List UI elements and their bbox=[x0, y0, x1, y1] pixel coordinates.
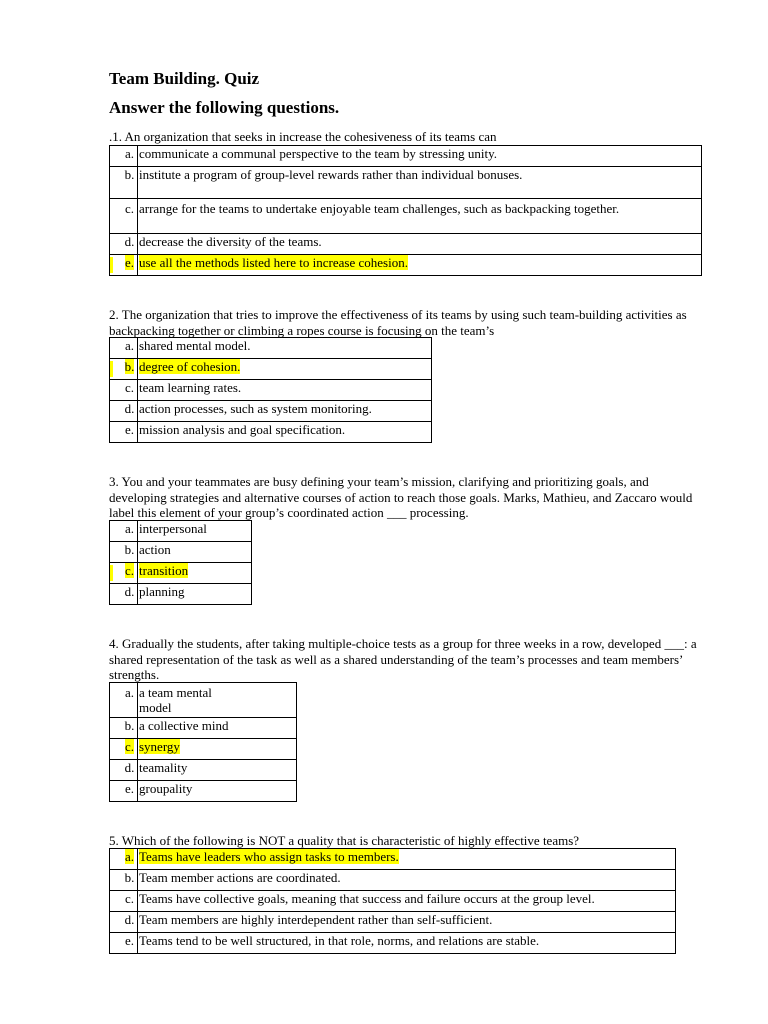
question-3-options bbox=[109, 520, 252, 605]
option-text: team learning rates. bbox=[138, 380, 432, 401]
question-4-text: 4. Gradually the students, after taking multiple-choice tests as a group for three weeks in a row, developed ___: a shared representation of the task as well as a shared understanding of the team’s processes and team members’ strengths. bbox=[109, 636, 697, 682]
option-text: Teams tend to be well structured, in that role, norms, and relations are stable. bbox=[138, 933, 676, 954]
option-text: decrease the diversity of the teams. bbox=[138, 234, 702, 255]
option-row[interactable] bbox=[110, 584, 252, 605]
question-3-text: 3. You and your teammates are busy defining your team’s mission, clarifying and prioritizing goals, and developing strategies and alternative courses of action to reach those goals. Marks, Mathieu, and Zaccaro would label this element of your group’s coordinated action ___ processing. bbox=[109, 474, 693, 520]
option-row[interactable] bbox=[110, 146, 702, 167]
option-row-correct[interactable] bbox=[110, 255, 702, 276]
option-text: Teams have collective goals, meaning that success and failure occurs at the group level. bbox=[138, 891, 676, 912]
option-text: Team member actions are coordinated. bbox=[138, 870, 676, 891]
option-text: synergy bbox=[138, 739, 297, 760]
option-letter: a. bbox=[110, 338, 138, 359]
highlight-marker bbox=[110, 361, 113, 377]
quiz-subtitle: Answer the following questions. bbox=[109, 98, 340, 117]
option-row-correct[interactable] bbox=[110, 739, 297, 760]
option-row-correct[interactable] bbox=[110, 849, 676, 870]
option-letter: c. bbox=[110, 891, 138, 912]
option-letter: d. bbox=[110, 912, 138, 933]
option-text: use all the methods listed here to increase cohesion. bbox=[138, 255, 702, 276]
option-letter: a. bbox=[110, 849, 138, 870]
option-row[interactable] bbox=[110, 521, 252, 542]
option-text: communicate a communal perspective to the team by stressing unity. bbox=[138, 146, 702, 167]
option-text: a collective mind bbox=[138, 718, 297, 739]
question-5-text: 5. Which of the following is NOT a quality that is characteristic of highly effective teams? bbox=[109, 833, 580, 848]
option-letter: d. bbox=[110, 401, 138, 422]
option-row[interactable] bbox=[110, 542, 252, 563]
highlight-marker bbox=[110, 565, 113, 581]
option-text: teamality bbox=[138, 760, 297, 781]
option-letter: b. bbox=[110, 359, 138, 380]
option-row[interactable] bbox=[110, 199, 702, 234]
option-row[interactable] bbox=[110, 781, 297, 802]
option-text: action processes, such as system monitoring. bbox=[138, 401, 432, 422]
option-text: institute a program of group-level rewards rather than individual bonuses. bbox=[138, 167, 702, 199]
option-row[interactable] bbox=[110, 380, 432, 401]
option-text: groupality bbox=[138, 781, 297, 802]
option-row[interactable] bbox=[110, 401, 432, 422]
option-letter: e. bbox=[110, 255, 138, 276]
option-letter: c. bbox=[110, 739, 138, 760]
question-1-options bbox=[109, 145, 702, 276]
option-row[interactable] bbox=[110, 422, 432, 443]
option-text: action bbox=[138, 542, 252, 563]
option-row[interactable] bbox=[110, 760, 297, 781]
option-row[interactable] bbox=[110, 683, 297, 718]
option-letter: e. bbox=[110, 422, 138, 443]
option-letter: a. bbox=[110, 683, 138, 718]
option-row[interactable] bbox=[110, 933, 676, 954]
option-text: interpersonal bbox=[138, 521, 252, 542]
question-4-options bbox=[109, 682, 297, 802]
option-row-correct[interactable] bbox=[110, 359, 432, 380]
highlight-marker bbox=[110, 257, 113, 273]
option-text: planning bbox=[138, 584, 252, 605]
option-letter: b. bbox=[110, 167, 138, 199]
option-row[interactable] bbox=[110, 870, 676, 891]
option-text: shared mental model. bbox=[138, 338, 432, 359]
option-row[interactable] bbox=[110, 167, 702, 199]
option-text: arrange for the teams to undertake enjoyable team challenges, such as backpacking together. bbox=[138, 199, 702, 234]
option-text: transition bbox=[138, 563, 252, 584]
option-letter: d. bbox=[110, 760, 138, 781]
option-letter: d. bbox=[110, 234, 138, 255]
quiz-title: Team Building. Quiz bbox=[109, 69, 260, 88]
option-text: a team mental model bbox=[138, 683, 297, 718]
option-letter: d. bbox=[110, 584, 138, 605]
option-text: degree of cohesion. bbox=[138, 359, 432, 380]
option-text: Team members are highly interdependent rather than self-sufficient. bbox=[138, 912, 676, 933]
option-row[interactable] bbox=[110, 338, 432, 359]
option-text: Teams have leaders who assign tasks to members. bbox=[138, 849, 676, 870]
option-row[interactable] bbox=[110, 891, 676, 912]
option-row[interactable] bbox=[110, 234, 702, 255]
option-letter: e. bbox=[110, 933, 138, 954]
question-5-options bbox=[109, 848, 676, 954]
option-row-correct[interactable] bbox=[110, 563, 252, 584]
option-row[interactable] bbox=[110, 718, 297, 739]
option-letter: c. bbox=[110, 199, 138, 234]
option-letter: b. bbox=[110, 718, 138, 739]
option-letter: a. bbox=[110, 146, 138, 167]
option-letter: b. bbox=[110, 870, 138, 891]
option-letter: c. bbox=[110, 563, 138, 584]
question-2-text: 2. The organization that tries to improve the effectiveness of its teams by using such team-building activities as backpacking together or climbing a ropes course is focusing on the team’s bbox=[109, 307, 687, 338]
option-letter: c. bbox=[110, 380, 138, 401]
option-letter: a. bbox=[110, 521, 138, 542]
option-letter: e. bbox=[110, 781, 138, 802]
question-2-options bbox=[109, 337, 432, 443]
question-1-text: .1. An organization that seeks in increase the cohesiveness of its teams can bbox=[109, 129, 497, 144]
option-letter: b. bbox=[110, 542, 138, 563]
option-row[interactable] bbox=[110, 912, 676, 933]
option-text: mission analysis and goal specification. bbox=[138, 422, 432, 443]
